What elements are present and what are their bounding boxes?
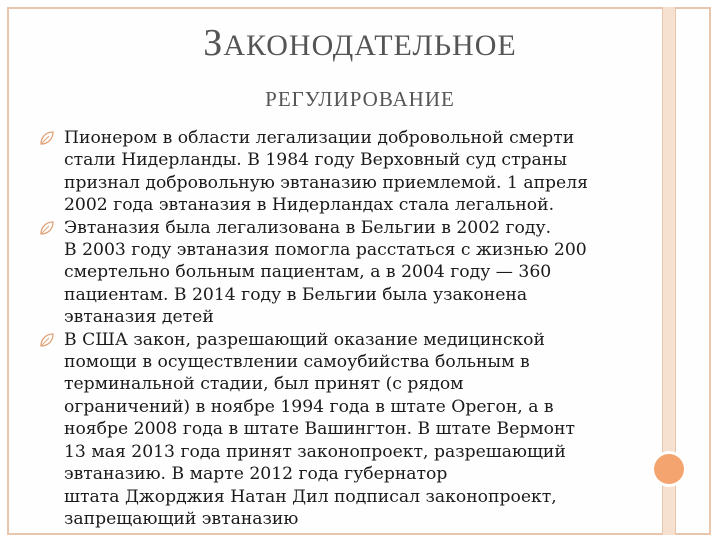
list-item-line: 2002 года эвтаназия в Нидерландах стала легальной.: [64, 195, 555, 216]
list-item-line: эвтаназию. В марте 2012 года губернатор: [64, 464, 448, 485]
list-item-line: В США закон, разрешающий оказание медицинской: [64, 329, 545, 350]
list-item: [40, 217, 660, 329]
list-item-line: терминальной стадии, был принят (с рядом: [64, 374, 464, 395]
list-item-line: Пионером в области легализации добровольной смерти: [64, 128, 575, 148]
leaf-bullet-icon: [40, 333, 54, 347]
list-item-line: стали Нидерланды. В 1984 году Верховный суд страны: [64, 150, 567, 171]
list-item: [40, 329, 660, 531]
list-item-line: ноябре 2008 года в штате Вашингтон. В штате Вермонт: [64, 419, 575, 440]
list-item-line: ограничений) в ноябре 1994 года в штате Орегон, а в: [64, 396, 554, 417]
list-item-line: признал добровольную эвтаназию приемлемой. 1 апреля: [64, 172, 588, 193]
title-initial: З: [203, 22, 224, 64]
list-item: [40, 127, 660, 217]
bullet-list: [40, 127, 660, 530]
list-item-line: 13 мая 2013 года принят законопроект, разрешающий: [64, 441, 566, 462]
leaf-bullet-icon: [40, 131, 54, 145]
list-item-line: смертельно больным пациентам, а в 2004 году — 360: [64, 262, 552, 283]
title-line-1-rest: АКОНОДАТЕЛЬНОЕ: [223, 29, 517, 62]
list-item-line: помощи в осуществлении самоубийства больным в: [64, 352, 530, 373]
list-item-line: эвтаназия детей: [64, 307, 214, 328]
leaf-bullet-icon: [40, 221, 54, 235]
title-line-1: [150, 20, 570, 69]
title-line-2: РЕГУЛИРОВАНИЕ: [265, 87, 455, 111]
list-item-line: В 2003 году эвтаназия помогла расстаться с жизнью 200: [64, 240, 587, 261]
list-item-line: Эвтаназия была легализована в Бельгии в 2002 году.: [64, 217, 552, 238]
slide-title: [150, 20, 570, 123]
list-item-line: запрещающий эвтаназию: [64, 508, 299, 529]
list-item-line: штата Джорджия Натан Дил подписал законопроект,: [64, 486, 557, 507]
list-item-line: пациентам. В 2014 году в Бельгии была узаконена: [64, 284, 528, 305]
